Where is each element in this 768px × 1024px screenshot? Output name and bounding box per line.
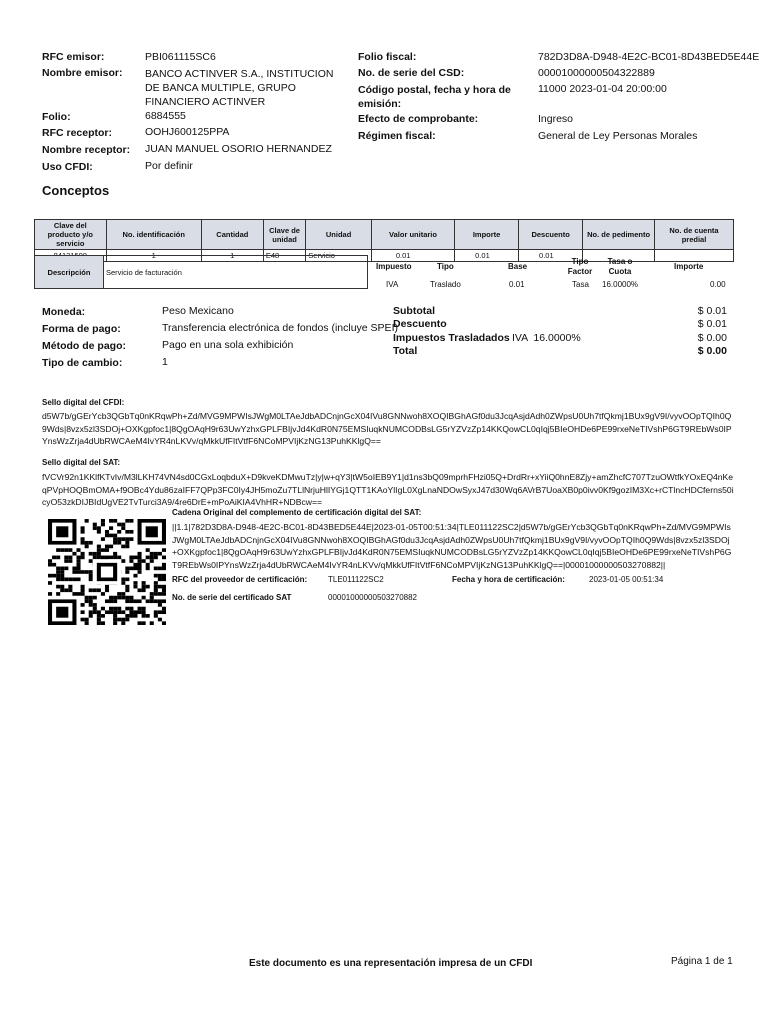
folio-label: Folio: (42, 111, 71, 123)
serie-certificado-value: 00001000000503270882 (328, 593, 417, 602)
nombre-receptor-value: JUAN MANUEL OSORIO HERNANDEZ (145, 143, 332, 155)
serie-csd-label: No. de serie del CSD: (358, 67, 465, 79)
cell-identificacion: 1 (106, 250, 201, 262)
th-clave-producto: Clave del producto y/o servicio (35, 220, 107, 250)
total-value: $ 0.00 (697, 345, 727, 357)
codigo-postal-label: Código postal, fecha y hora de emisión: (358, 84, 511, 110)
regimen-value: General de Ley Personas Morales (538, 130, 698, 142)
folio-fiscal-label: Folio fiscal: (358, 51, 417, 63)
descuento-label: Descuento (393, 318, 447, 330)
tax-impuesto: IVA (386, 280, 399, 289)
rfc-emisor-label: RFC emisor: (42, 51, 105, 63)
cadena-value: ||1.1|782D3D8A-D948-4E2C-BC01-8D43BED5E44E|2023-01-05T00:51:34|TLE011122SC2|d5W7b/gGErYcb3QGbTq0nKRqwPh+Zd/MVG9MPWIsJWgM0LTAeJdbADCnjnGcX04IVu8GNNwoh8XOQIBGhAGf0du3JcqAsjdAdh0ZWpsU0Uh7tfQkmj1BUx9gV9I/vyvOOpTQIh0Q9Wds|8vzx5zl3SDOj+OXKgpfoc1|8QgOAqH9r63UwYzhxGPLFBIjvJd4KdR0N75EMSIuqkNUMCODBsLG5rYZVzZp14KKQowCL0qIqj5BIeOHDe6PE99rxeNeTIVshP6GT9REbWs0IPYnsWzZrja4dUbRWCAeM4IvYR4nLKVv/qMkkUfFItVtfF6NCoMPVIjKzNG13PuhKKlgQ==|00001000000503270882|| (172, 522, 732, 570)
forma-pago-value: Transferencia electrónica de fondos (incluye SPEI) (162, 322, 398, 334)
cell-descuento: 0.01 (519, 250, 583, 262)
tax-th-importe: Importe (674, 262, 704, 271)
subtotal-label: Subtotal (393, 305, 435, 317)
tax-tasa: 16.0000% (602, 280, 639, 289)
impuestos-value: $ 0.00 (697, 332, 727, 344)
th-importe: Importe (455, 220, 519, 250)
cell-cuenta-predial (654, 250, 733, 262)
forma-pago-label: Forma de pago: (42, 323, 121, 335)
cell-clave-unidad: E48 (263, 250, 305, 262)
nombre-receptor-label: Nombre receptor: (42, 144, 131, 156)
cell-importe: 0.01 (455, 250, 519, 262)
tax-th-base: Base (508, 262, 528, 271)
moneda-value: Peso Mexicano (162, 305, 234, 317)
fecha-certificacion-label: Fecha y hora de certificación: (452, 575, 565, 584)
tax-base: 0.01 (509, 280, 525, 289)
tax-th-tasa-cuota: Tasa o Cuota (607, 257, 633, 276)
moneda-label: Moneda: (42, 306, 86, 318)
descripcion-table (34, 255, 368, 289)
tipo-cambio-value: 1 (162, 356, 168, 368)
folio-fiscal-value: 782D3D8A-D948-4E2C-BC01-8D43BED5E44E (538, 51, 760, 63)
uso-cfdi-value: Por definir (145, 160, 193, 172)
nombre-emisor-value: BANCO ACTINVER S.A., INSTITUCION DE BANCA MULTIPLE, GRUPO FINANCIERO ACTINVER (145, 68, 334, 108)
sello-cfdi-value: d5W7b/gGErYcb3QGbTq0nKRqwPh+Zd/MVG9MPWIsJWgM0LTAeJdbADCnjnGcX04IVu8GNNwoh8XOQIBGhAGf0du3JcqAsjdAdh0ZWpsU0Uh7tfQkmj1BUx9gV9I/vyvOOpTQIh0Q9Wds|8vzx5zl3SDOj+OXKgpfoc1|8QgOAqH9r63UwYzhxGPLFBIjvJd4KdR0N75EMSIuqkNUMCODBsLG5rYZVzZp14KKQowCL0qIqj5BIeOHDe6PE99rxeNeTIVshP6GT9REbWs0IPYnsWzZrja4dUbRWCAeM4IvYR4nLKVv/qMkkUfFItVtfF6NCoMPVIjKzNG13PuhKKlgQ== (42, 411, 732, 446)
sello-sat-label: Sello digital del SAT: (42, 458, 121, 467)
tax-importe: 0.00 (710, 280, 726, 289)
rfc-proveedor-value: TLE011122SC2 (328, 575, 384, 584)
regimen-label: Régimen fiscal: (358, 130, 436, 142)
descuento-value: $ 0.01 (697, 318, 727, 330)
tax-tipo-factor: Tasa (572, 280, 589, 289)
folio-value: 6884555 (145, 110, 186, 122)
sello-cfdi-label: Sello digital del CFDI: (42, 398, 125, 407)
tax-th-tipo-factor: Tipo Factor (567, 257, 593, 276)
th-cantidad: Cantidad (201, 220, 263, 250)
th-no-identificacion: No. identificación (106, 220, 201, 250)
rfc-emisor-value: PBI061115SC6 (145, 51, 216, 63)
footer-note: Este documento es una representación impresa de un CFDI (249, 958, 533, 969)
fecha-certificacion-value: 2023-01-05 00:51:34 (589, 575, 664, 584)
cadena-label: Cadena Original del complemento de certificación digital del SAT: (172, 508, 422, 517)
serie-csd-value: 00001000000504322889 (538, 67, 655, 79)
conceptos-title: Conceptos (42, 183, 110, 198)
total-label: Total (393, 345, 418, 357)
cell-unidad: Servicio (306, 250, 372, 262)
serie-certificado-label: No. de serie del certificado SAT (172, 593, 292, 602)
page-number: Página 1 de 1 (671, 956, 733, 967)
tax-th-tipo: Tipo (437, 262, 454, 271)
tax-th-impuesto: Impuesto (376, 262, 412, 271)
codigo-postal-value: 11000 2023-01-04 20:00:00 (538, 83, 667, 95)
impuestos-detail: IVA 16.0000% (512, 332, 581, 344)
tipo-cambio-label: Tipo de cambio: (42, 357, 123, 369)
th-descuento: Descuento (519, 220, 583, 250)
th-unidad: Unidad (306, 220, 372, 250)
rfc-receptor-label: RFC receptor: (42, 127, 113, 139)
sello-sat-value: fVCVr92n1KKlfKTvIv/M3lLKH74VN4sd0CGxLoqbduX+D9kveKDMwuTz|y|w+qY3|tW5oIEB9Y1|d1ns3bQ09mprhFHzi05Q+DrdRr+xYiiQ0hnE8Zjy+amZhcfC707TzuOWtfkYOxEQ4nKeqPVpHOQBmOMA+f9OBc4Ydu86zaIFF7QPp3FC0Iy4JH5moZu7TLlNrjuHlIYGj1QTT1KAoYlIgL0XgLnaNDOwSyxJ47d30Wq6AVrB7UoaXB0p0ivv0Kf9gozIM3Xc+rCTlncHDCferns50icyO53zkDIJBIdUgVE2TvTurci3A9/4re6DrE+mPoAiKIA4VhHR+NDBcw== (42, 472, 734, 507)
th-descripcion: Descripción (35, 256, 104, 289)
impuestos-label: Impuestos Trasladados (393, 332, 510, 344)
qr-code (48, 519, 166, 625)
th-valor-unitario: Valor unitario (371, 220, 454, 250)
th-pedimento: No. de pedimento (583, 220, 655, 250)
uso-cfdi-label: Uso CFDI: (42, 161, 93, 173)
tax-tipo: Traslado (430, 280, 461, 289)
efecto-label: Efecto de comprobante: (358, 113, 479, 125)
efecto-value: Ingreso (538, 113, 574, 125)
th-clave-unidad: Clave de unidad (263, 220, 305, 250)
metodo-pago-value: Pago en una sola exhibición (162, 339, 294, 351)
th-cuenta-predial: No. de cuenta predial (654, 220, 733, 250)
rfc-receptor-value: OOHJ600125PPA (145, 126, 230, 138)
metodo-pago-label: Método de pago: (42, 340, 126, 352)
cell-descripcion: Servicio de facturación (104, 256, 368, 289)
rfc-proveedor-label: RFC del proveedor de certificación: (172, 575, 308, 584)
nombre-emisor-label: Nombre emisor: (42, 67, 123, 79)
cell-valor-unitario: 0.01 (371, 250, 454, 262)
subtotal-value: $ 0.01 (697, 305, 727, 317)
cell-cantidad: 1 (201, 250, 263, 262)
